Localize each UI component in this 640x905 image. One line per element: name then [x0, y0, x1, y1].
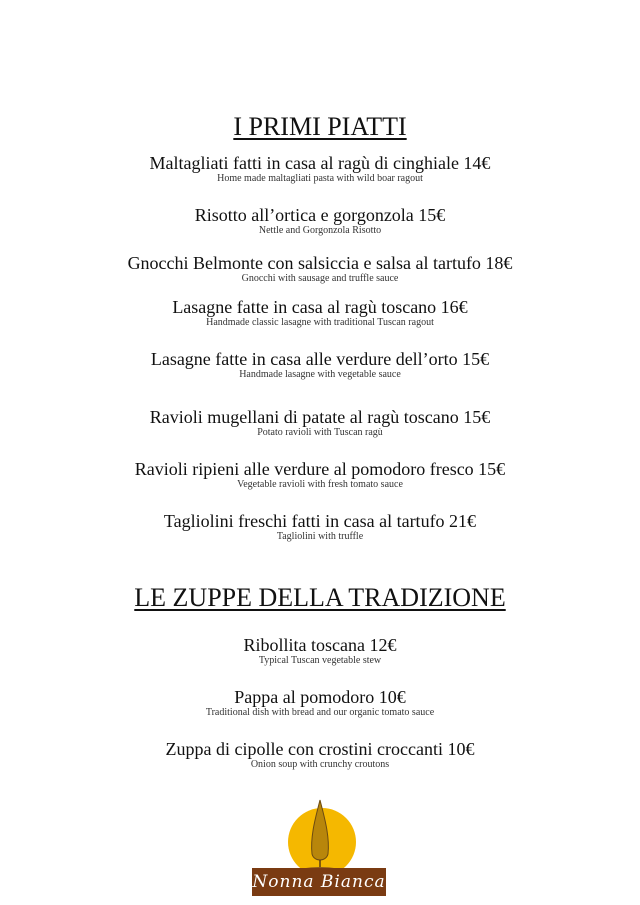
menu-item [0, 407, 640, 439]
dish-name: Ravioli ripieni alle verdure al pomodoro fresco 15€ [134, 459, 506, 479]
dish-name: Risotto all’ortica e gorgonzola 15€ [194, 205, 446, 225]
menu-item [0, 349, 640, 381]
dish-name: Zuppa di cipolle con crostini croccanti 10€ [165, 739, 475, 759]
dish-description: Typical Tuscan vegetable stew [258, 655, 382, 666]
menu-item [0, 153, 640, 185]
logo-banner: Nonna Bianca [252, 868, 386, 896]
menu-item [0, 459, 640, 491]
dish-description: Handmade classic lasagne with traditional Tuscan ragout [206, 317, 434, 328]
section-title-primi: I PRIMI PIATTI [233, 112, 407, 141]
section-title-zuppe: LE ZUPPE DELLA TRADIZIONE [134, 583, 506, 612]
dish-description: Home made maltagliati pasta with wild boar ragout [217, 173, 423, 184]
dish-description: Gnocchi with sausage and truffle sauce [241, 273, 399, 284]
dish-name: Lasagne fatte in casa alle verdure dell’orto 15€ [150, 349, 490, 369]
nonna-bianca-logo [250, 796, 388, 900]
menu-item [0, 635, 640, 667]
menu-item [0, 253, 640, 285]
dish-description: Handmade lasagne with vegetable sauce [239, 369, 401, 380]
dish-name: Tagliolini freschi fatti in casa al tartufo 21€ [163, 511, 477, 531]
dish-name: Ribollita toscana 12€ [243, 635, 397, 655]
dish-description: Onion soup with crunchy croutons [250, 759, 390, 770]
dish-name: Maltagliati fatti in casa al ragù di cinghiale 14€ [149, 153, 491, 173]
menu-item [0, 205, 640, 237]
menu-item [0, 511, 640, 543]
menu-item [0, 687, 640, 719]
dish-name: Lasagne fatte in casa al ragù toscano 16€ [172, 297, 468, 317]
dish-description: Potato ravioli with Tuscan ragù [257, 427, 383, 438]
dish-description: Vegetable ravioli with fresh tomato sauce [237, 479, 403, 490]
dish-name: Gnocchi Belmonte con salsiccia e salsa al tartufo 18€ [127, 253, 513, 273]
dish-description: Traditional dish with bread and our organic tomato sauce [205, 707, 435, 718]
menu-item [0, 297, 640, 329]
menu-item [0, 739, 640, 771]
dish-name: Pappa al pomodoro 10€ [234, 687, 406, 707]
dish-name: Ravioli mugellani di patate al ragù toscano 15€ [149, 407, 491, 427]
dish-description: Nettle and Gorgonzola Risotto [258, 225, 382, 236]
dish-description: Tagliolini with truffle [276, 531, 364, 542]
cypress-tree-icon [250, 796, 388, 876]
